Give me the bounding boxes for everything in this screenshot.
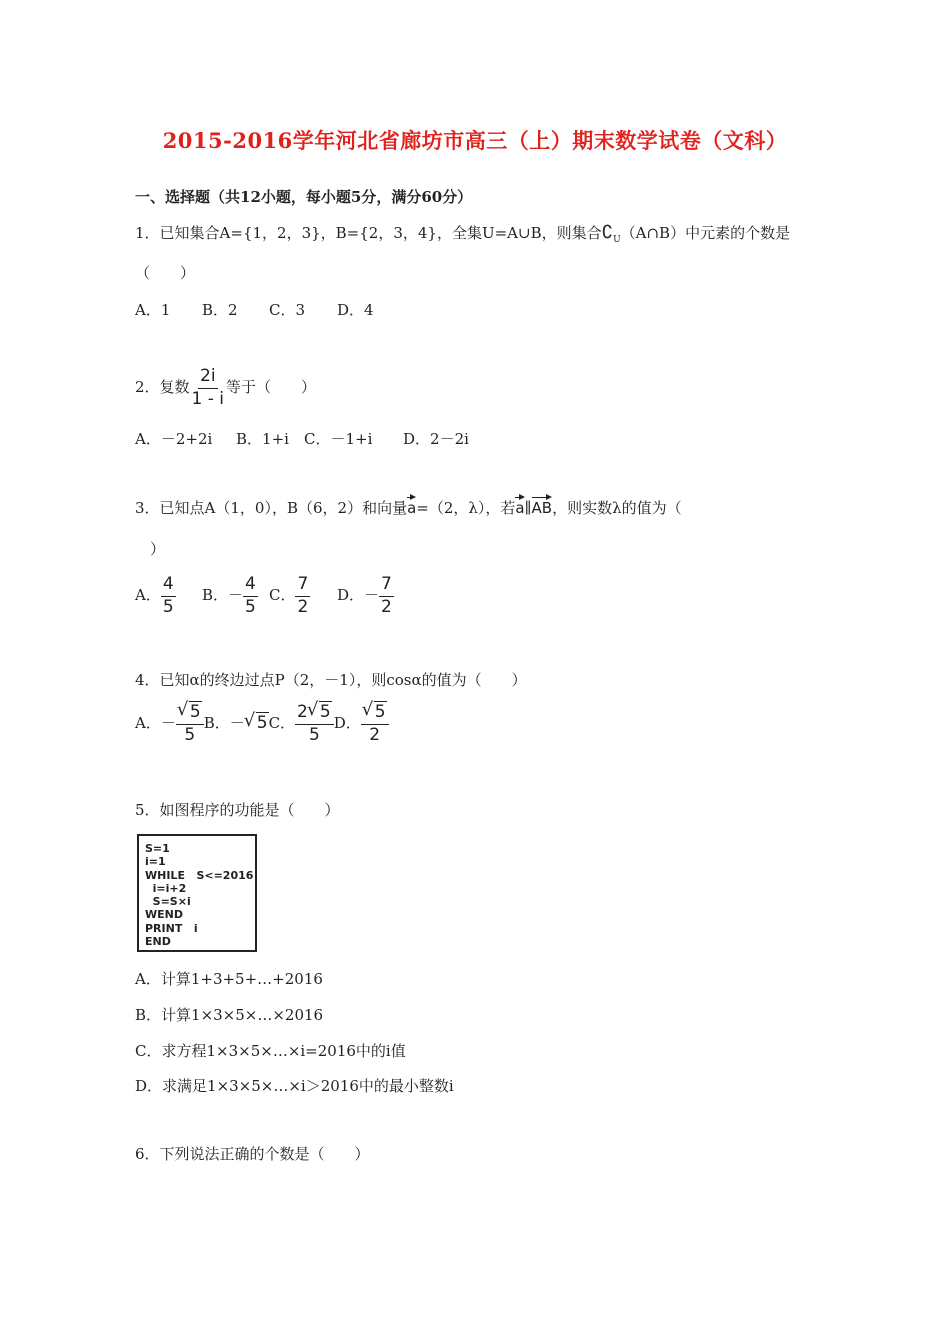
coefficient: 2 [297,702,308,722]
q2-stem-part-1: 2．复数 [135,378,190,397]
q3-option-a [135,575,176,617]
q5-option-a: A．计算1+3+5+…+2016 [135,970,323,988]
q4-option-c-fraction [295,703,334,745]
denominator: 5 [308,724,320,745]
q4-option-b-sqrt [245,713,269,733]
denominator: 5 [245,596,256,617]
numerator [361,703,389,725]
denominator: 5 [184,724,196,745]
q1-stem-part-1: 1．已知集合A={1，2，3}，B={2，3，4}，全集U=A∪B，则集合 [135,224,602,242]
radicand: 5 [189,702,201,722]
q1-stem-part-2: （A∩B）中元素的个数是 [620,224,791,242]
question-5-stem: 5．如图程序的功能是（ ） [135,801,340,819]
q3-option-d-label: D． [337,586,365,605]
denominator: 2 [297,596,309,617]
q4-option-b-sign: － [229,714,245,733]
q3-option-b-fraction [243,575,258,617]
sqrt [178,703,202,723]
program-line: WEND [145,908,183,922]
q5-option-b: B．计算1×3×5×…×2016 [135,1006,324,1024]
question-2-stem [135,367,316,409]
vector-a: a [407,499,417,517]
program-line: S=1 [145,842,170,855]
program-line: S=S×i [145,895,191,909]
program-line: i=i+2 [145,881,187,895]
question-1-stem [135,222,790,245]
q2-denominator: 1 - i [191,388,225,409]
q3-stem-part-3: ，则实数λ的值为（ [552,499,682,517]
q3-option-d-fraction [379,575,394,617]
q2-option-d: D．2－2i [403,430,469,448]
numerator: 4 [161,575,176,597]
q4-option-a-sign: － [160,714,176,733]
radicand: 5 [256,713,268,734]
q3-stem-close-paren: ） [150,540,166,558]
q4-option-c-label: C． [268,714,296,733]
q3-option-b [202,575,258,617]
q4-option-d-label: D． [333,714,361,733]
denominator: 2 [369,724,381,745]
q3-option-b-sign: － [228,586,244,605]
q3-option-d [337,575,394,617]
q4-option-a-label: A． [135,714,161,733]
q1-option-b: B．2 [202,301,238,319]
q2-option-b: B．1+i [236,430,289,448]
q3-option-c-fraction [295,575,310,617]
q1-option-a: A．1 [135,301,171,319]
q4-option-d-fraction [361,703,389,745]
numerator: 7 [379,575,394,597]
program-line: i=1 [145,855,166,869]
vector-a-repeat: a [515,499,525,517]
q2-option-c: C．－1+i [304,430,373,448]
radicand: 5 [319,702,331,722]
denominator: 5 [162,596,174,617]
q3-option-a-label: A． [135,586,161,605]
question-6-stem: 6．下列说法正确的个数是（ ） [135,1145,370,1163]
program-line: WHILE S<=2016 [145,868,254,882]
program-line: PRINT i [145,921,198,935]
vector-ab: AB [531,499,553,517]
q2-option-a: A．－2+2i [135,430,213,448]
q2-numerator: 2i [198,367,218,389]
sqrt [363,703,387,723]
sqrt [308,703,332,723]
q4-options [135,703,389,745]
q5-option-c: C．求方程1×3×5×…×i=2016中的i值 [135,1042,406,1060]
section-heading: 一、选择题（共12小题，每小题5分，满分60分） [135,188,473,206]
program-code-box [137,834,257,952]
complement-subscript: U [613,235,621,245]
q4-option-a-fraction [176,703,204,745]
q4-option-b-label: B． [203,714,230,733]
q1-option-c: C．3 [269,301,306,319]
radicand: 5 [374,702,386,722]
q1-answer-paren: （ ） [135,264,196,282]
denominator: 2 [381,596,392,617]
q3-option-c-label: C． [269,586,296,605]
q1-option-d: D．4 [337,301,374,319]
q5-option-d: D．求满足1×3×5×…×i＞2016中的最小整数i [135,1077,454,1095]
q3-stem-part-1: 3．已知点A（1，0），B（6，2）和向量 [135,499,408,517]
q2-stem-part-2: 等于（ ） [226,378,317,397]
parallel-symbol: ∥ [524,499,532,517]
q3-option-d-sign: － [364,586,380,605]
question-4-stem: 4．已知α的终边过点P（2，－1），则cosα的值为（ ） [135,671,527,689]
page-title: 2015-2016学年河北省廊坊市高三（上）期末数学试卷（文科） [162,128,788,153]
numerator: 7 [295,575,310,597]
q3-stem-part-2: =（2，λ），若 [416,499,516,517]
question-3-stem [135,497,682,518]
numerator [295,703,334,725]
complement-symbol: ∁ [601,222,614,243]
q3-option-a-fraction [161,575,176,617]
q3-option-b-label: B． [202,586,229,605]
numerator: 4 [243,575,258,597]
q2-fraction [190,367,226,409]
q3-option-c [269,575,310,617]
program-line: END [145,935,171,949]
numerator [176,703,204,725]
